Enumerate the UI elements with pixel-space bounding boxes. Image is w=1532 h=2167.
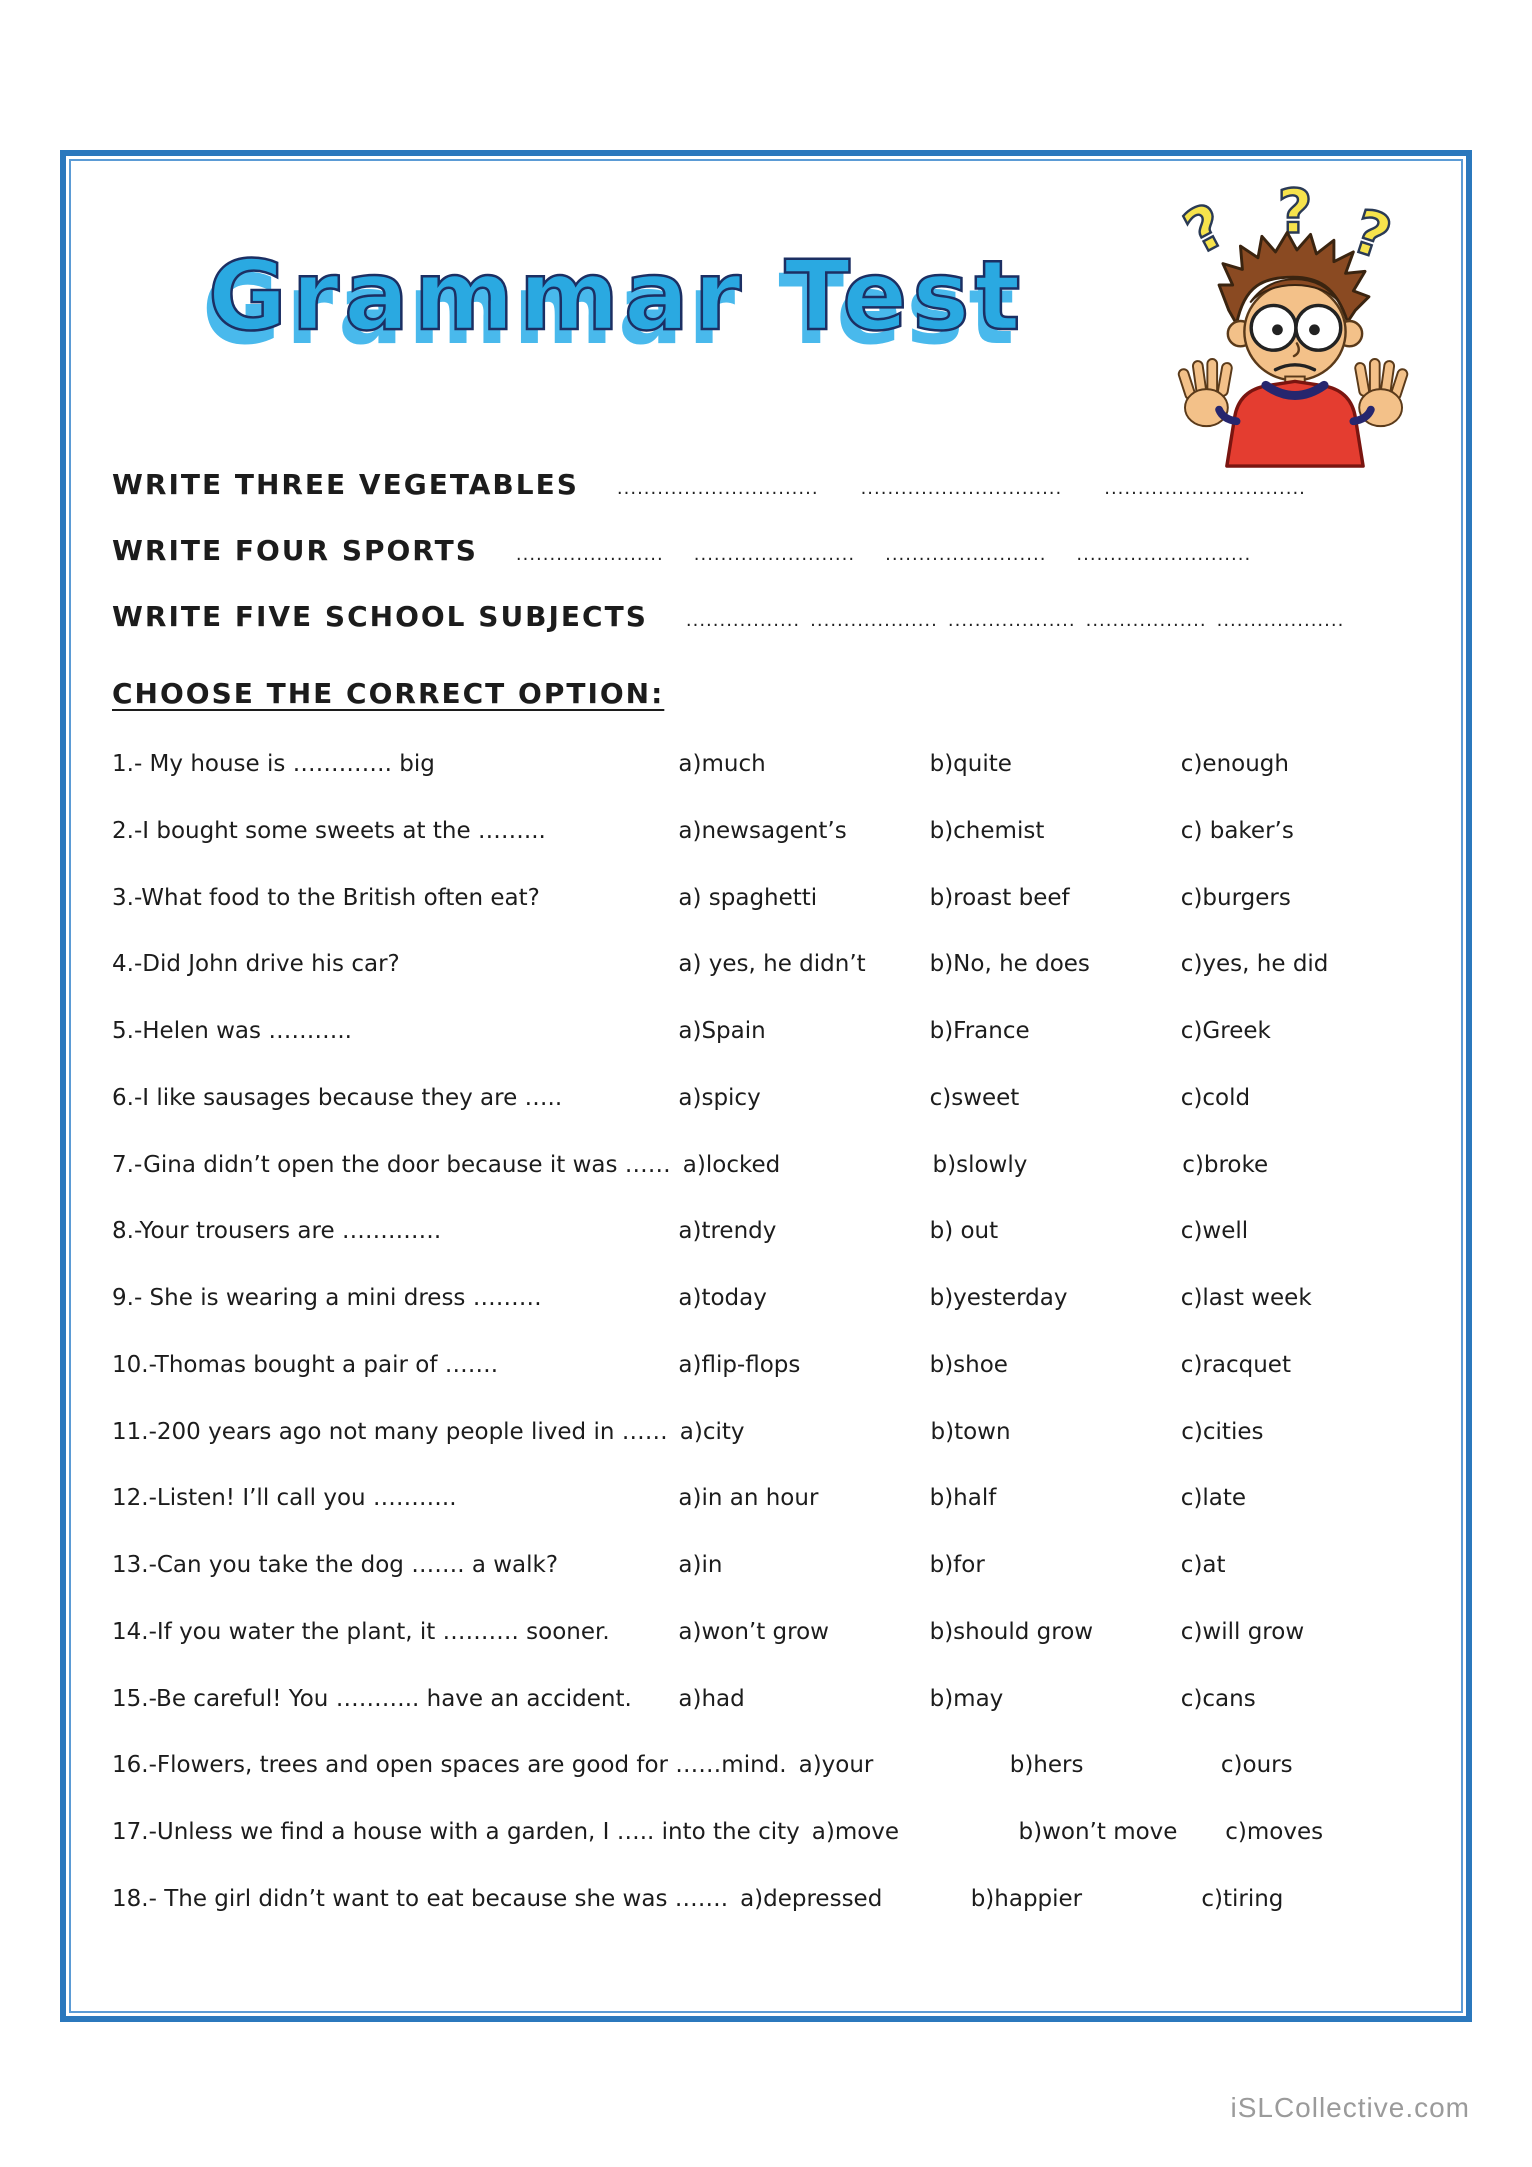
question-row-13 <box>112 1551 1432 1580</box>
option-b: b) out <box>929 1218 999 1245</box>
option-a: a)flip-flops <box>678 1351 801 1378</box>
option-c: c)at <box>1180 1552 1226 1578</box>
option-a: a)your <box>798 1752 874 1779</box>
option-c: c)racquet <box>1180 1351 1291 1378</box>
blank-line: ................. <box>685 610 801 631</box>
option-c: c)burgers <box>1180 884 1291 911</box>
option-a: a)newsagent’s <box>678 817 847 844</box>
option-b: b)roast beef <box>929 884 1070 911</box>
option-c: c)late <box>1180 1485 1247 1512</box>
question-text: 11.-200 years ago not many people lived in …… <box>112 1418 668 1445</box>
write-subjects-label: WRITE FIVE SCHOOL SUBJECTS <box>112 600 648 633</box>
question-text: 9.- She is wearing a mini dress ……… <box>112 1285 542 1311</box>
option-c: c)will grow <box>1180 1618 1305 1645</box>
question-text: 8.-Your trousers are …………. <box>112 1218 442 1245</box>
option-a: a)in <box>678 1552 723 1578</box>
option-c: c)broke <box>1182 1151 1269 1178</box>
option-c: c)ours <box>1220 1752 1293 1779</box>
worksheet-content <box>112 176 1432 2016</box>
option-b: b)for <box>929 1552 985 1578</box>
question-text: 10.-Thomas bought a pair of ……. <box>112 1351 499 1378</box>
option-a: a)in an hour <box>678 1485 819 1512</box>
option-a: a)spicy <box>678 1084 761 1111</box>
write-vegetables-label: WRITE THREE VEGETABLES <box>112 468 579 501</box>
question-row-12 <box>112 1484 1432 1513</box>
option-c: c) baker’s <box>1180 817 1294 844</box>
option-c: c)last week <box>1180 1285 1312 1311</box>
question-text: 7.-Gina didn’t open the door because it was …… <box>112 1151 671 1178</box>
question-row-2 <box>112 817 1432 846</box>
option-b: b)shoe <box>929 1351 1008 1378</box>
option-b: b)No, he does <box>929 951 1090 978</box>
question-text: 18.- The girl didn’t want to eat because she was ……. <box>112 1885 729 1912</box>
write-subjects-blanks <box>686 610 1354 631</box>
blank-line: .......................... <box>1076 544 1252 565</box>
confused-boy-svg <box>1160 176 1428 468</box>
option-b: b)yesterday <box>929 1285 1068 1311</box>
option-a: a)had <box>678 1685 745 1712</box>
option-c: c)well <box>1180 1218 1249 1245</box>
question-row-11 <box>112 1418 1432 1447</box>
question-row-14 <box>112 1618 1432 1647</box>
question-text: 14.-If you water the plant, it ………. sooner. <box>112 1618 610 1645</box>
header <box>112 176 1432 468</box>
blank-line: ................... <box>810 610 938 631</box>
option-a: a)won’t grow <box>678 1618 829 1645</box>
option-b: b)chemist <box>929 817 1045 844</box>
option-b: b)half <box>929 1485 997 1512</box>
blank-line: ................... <box>947 610 1076 631</box>
question-text: 17.-Unless we find a house with a garden, I ….. into the city <box>112 1819 800 1845</box>
question-text: 4.-Did John drive his car? <box>112 951 400 978</box>
option-c: c)tiring <box>1201 1885 1284 1912</box>
blank-line: ...................... <box>515 544 664 565</box>
option-a: a) spaghetti <box>678 884 818 911</box>
option-c: c)cold <box>1180 1084 1251 1111</box>
question-text: 6.-I like sausages because they are ….. <box>112 1084 563 1111</box>
question-text: 2.-I bought some sweets at the ……... <box>112 817 546 844</box>
question-row-1 <box>112 750 1432 779</box>
option-b: b)may <box>929 1685 1004 1712</box>
blank-line: .............................. <box>616 478 819 499</box>
question-row-9 <box>112 1284 1432 1313</box>
question-row-16 <box>112 1751 1432 1780</box>
blank-line: ........................ <box>693 544 856 565</box>
option-b: b)won’t move <box>1018 1819 1178 1845</box>
question-row-6 <box>112 1084 1432 1113</box>
option-a: a)city <box>679 1418 745 1445</box>
boy-pupil-right <box>1309 324 1320 335</box>
confused-boy-illustration <box>1160 176 1428 468</box>
choose-option-heading: CHOOSE THE CORRECT OPTION: <box>112 677 665 710</box>
blank-line: ................... <box>1216 610 1345 631</box>
option-b: c)sweet <box>929 1084 1020 1111</box>
question-row-15 <box>112 1685 1432 1714</box>
option-a: a)move <box>811 1819 900 1845</box>
question-text: 16.-Flowers, trees and open spaces are good for ……mind. <box>112 1752 787 1779</box>
question-row-7 <box>112 1151 1432 1180</box>
blank-line: .................. <box>1085 610 1207 631</box>
blank-line: .............................. <box>860 478 1063 499</box>
boy-pupil-left <box>1272 324 1283 335</box>
write-subjects-row <box>112 600 1432 633</box>
option-b: b)town <box>930 1418 1011 1445</box>
write-sports-row <box>112 534 1432 567</box>
option-b: b)hers <box>1009 1752 1084 1779</box>
worksheet-title: Grammar Test <box>208 240 1026 352</box>
option-c: c)Greek <box>1180 1018 1271 1044</box>
question-row-10 <box>112 1351 1432 1380</box>
option-c: c)cities <box>1181 1418 1264 1445</box>
question-text: 1.- My house is …………. big <box>112 751 435 777</box>
svg-text:?: ? <box>1277 177 1313 248</box>
write-sports-label: WRITE FOUR SPORTS <box>112 534 478 567</box>
question-row-3 <box>112 884 1432 913</box>
option-c: c)yes, he did <box>1180 951 1329 978</box>
question-row-5 <box>112 1017 1432 1046</box>
question-row-17 <box>112 1818 1432 1847</box>
question-text: 12.-Listen! I’ll call you ……….. <box>112 1485 457 1512</box>
option-a: a)much <box>678 751 766 777</box>
svg-text:?: ? <box>1343 196 1399 274</box>
option-a: a)trendy <box>678 1218 777 1245</box>
option-c: c)moves <box>1225 1819 1324 1845</box>
question-row-4 <box>112 950 1432 979</box>
option-b: b)happier <box>970 1885 1083 1912</box>
question-text: 13.-Can you take the dog ……. a walk? <box>112 1552 559 1578</box>
question-row-8 <box>112 1217 1432 1246</box>
option-b: b)should grow <box>929 1618 1094 1645</box>
svg-text:?: ? <box>1173 190 1238 269</box>
option-a: a)depressed <box>740 1885 883 1912</box>
blank-line: ........................ <box>885 544 1047 565</box>
write-vegetables-blanks <box>617 478 1348 499</box>
option-a: a)Spain <box>678 1018 766 1044</box>
islcollective-watermark: iSLCollective.com <box>1230 2092 1470 2123</box>
question-text: 3.-What food to the British often eat? <box>112 884 540 911</box>
question-text: 5.-Helen was ……….. <box>112 1018 352 1044</box>
option-c: c)cans <box>1180 1685 1256 1712</box>
question-text: 15.-Be careful! You ……….. have an accident. <box>112 1685 632 1712</box>
blank-line: .............................. <box>1104 478 1306 499</box>
question-row-18 <box>112 1885 1432 1914</box>
write-vegetables-row <box>112 468 1432 501</box>
option-a: a)locked <box>682 1151 781 1178</box>
write-sports-blanks <box>516 544 1281 565</box>
option-b: b)quite <box>929 751 1012 777</box>
option-a: a)today <box>678 1285 767 1311</box>
option-a: a) yes, he didn’t <box>678 951 866 978</box>
page-border-frame <box>60 150 1472 2022</box>
option-b: b)slowly <box>932 1151 1028 1178</box>
option-b: b)France <box>929 1018 1030 1044</box>
option-c: c)enough <box>1180 751 1289 777</box>
